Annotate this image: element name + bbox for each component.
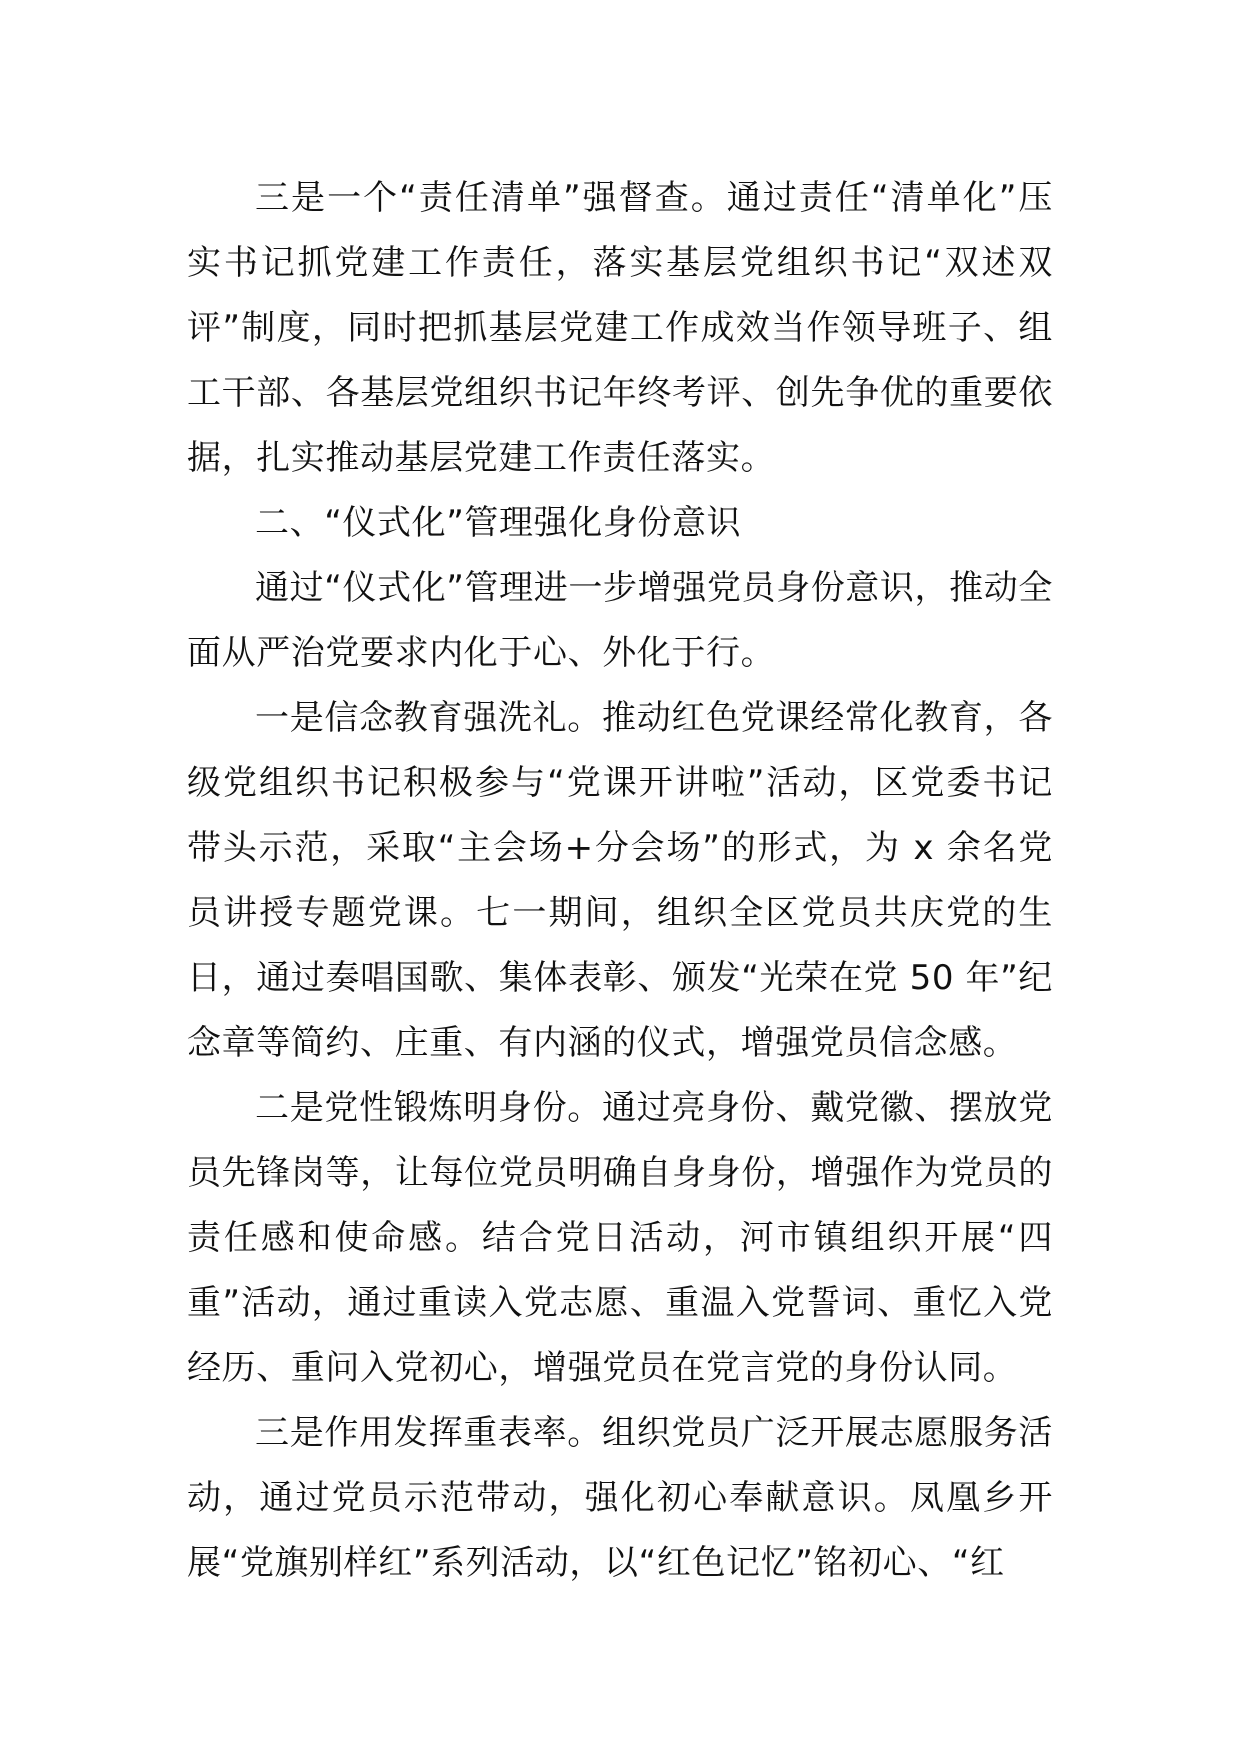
paragraph-faith-education: 一是信念教育强洗礼。推动红色党课经常化教育，各级党组织书记积极参与“党课开讲啦”活动，区党委书记带头示范，采取“主会场+分会场”的形式，为 x 余名党员讲授专题党课。七一期间，组织全区党员共庆党的生日，通过奏唱国歌、集体表彰、颁发“光荣在党 50 年”纪念章等简约、庄重、有内涵的仪式，增强党员信念感。 [187, 698, 1053, 1063]
section-heading-ritual-management: 二、“仪式化”管理强化身份意识 [255, 503, 742, 543]
document-page [187, 166, 1053, 1596]
paragraph-responsibility-list: 三是一个“责任清单”强督查。通过责任“清单化”压实书记抓党建工作责任，落实基层党组织书记“双述双评”制度，同时把抓基层党建工作成效当作领导班子、组工干部、各基层党组织书记年终考评、创先争优的重要依据，扎实推动基层党建工作责任落实。 [187, 178, 1053, 478]
paragraph-exemplary-role: 三是作用发挥重表率。组织党员广泛开展志愿服务活动，通过党员示范带动，强化初心奉献意识。凤凰乡开展“党旗别样红”系列活动，以“红色记忆”铭初心、“红 [187, 1413, 1053, 1583]
paragraph-ritual-intro: 通过“仪式化”管理进一步增强党员身份意识，推动全面从严治党要求内化于心、外化于行。 [187, 568, 1053, 673]
paragraph-party-spirit: 二是党性锻炼明身份。通过亮身份、戴党徽、摆放党员先锋岗等，让每位党员明确自身身份，增强作为党员的责任感和使命感。结合党日活动，河市镇组织开展“四重”活动，通过重读入党志愿、重温入党誓词、重忆入党经历、重问入党初心，增强党员在党言党的身份认同。 [187, 1088, 1053, 1388]
